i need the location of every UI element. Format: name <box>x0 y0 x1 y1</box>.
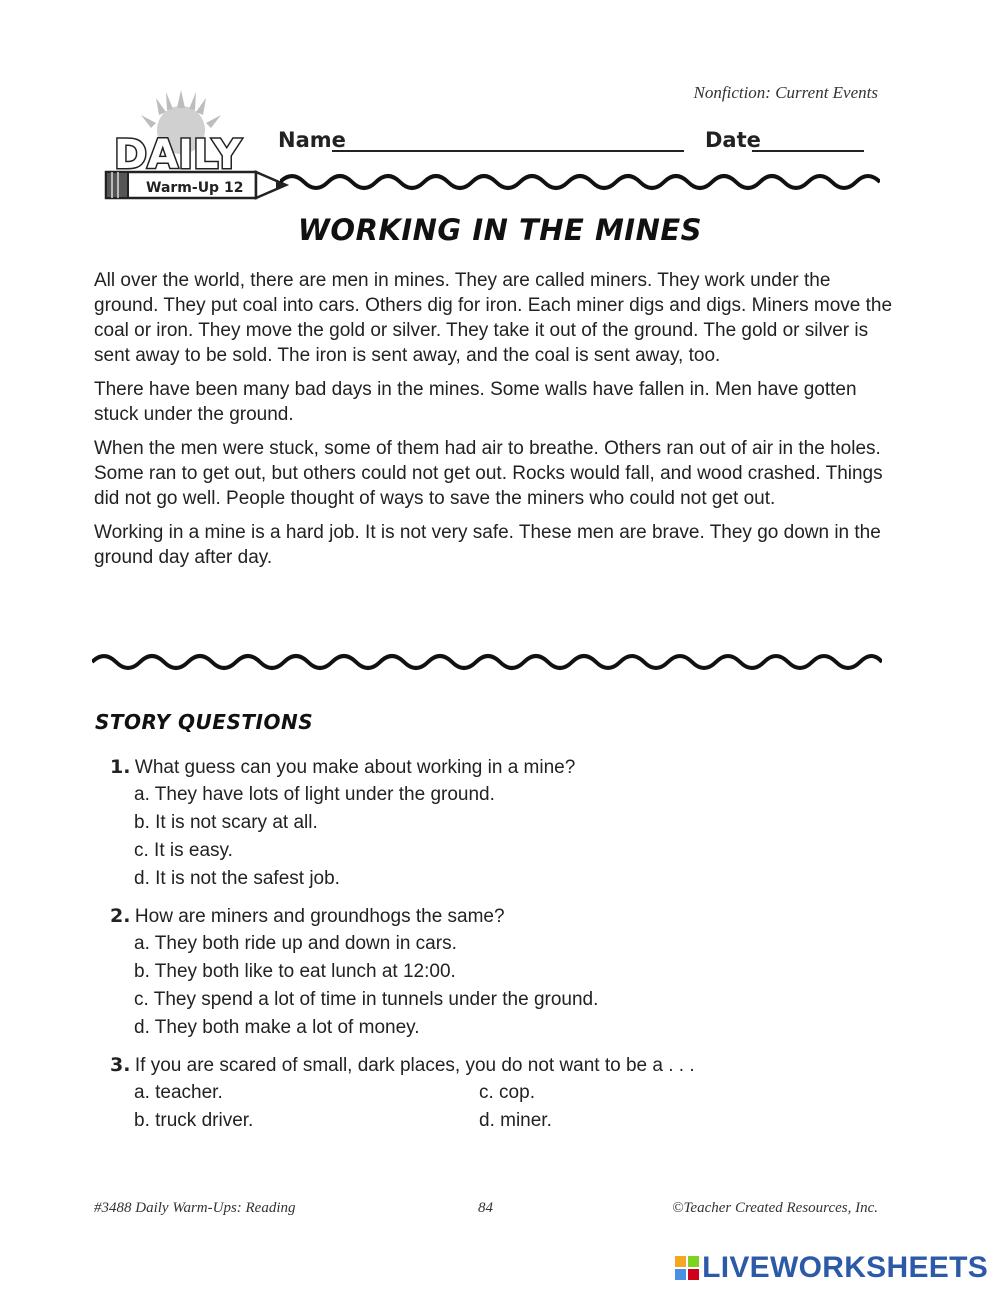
answer-option[interactable]: b. It is not scary at all. <box>134 812 318 833</box>
question-2 <box>110 905 505 928</box>
answer-option[interactable]: b. truck driver. <box>134 1110 254 1131</box>
answer-option[interactable]: d. miner. <box>479 1110 552 1131</box>
answer-option[interactable]: c. They spend a lot of time in tunnels under the ground. <box>134 989 599 1010</box>
question-number: 3. <box>110 1054 131 1076</box>
logo-subtitle: Warm-Up 12 <box>146 180 244 196</box>
date-label: Date <box>705 128 761 152</box>
wave-divider-middle <box>92 648 882 678</box>
category-label: Nonfiction: Current Events <box>693 83 878 102</box>
answer-option[interactable]: a. teacher. <box>134 1082 223 1103</box>
story-questions-heading: STORY QUESTIONS <box>95 710 314 734</box>
liveworksheets-logo[interactable] <box>675 1252 988 1284</box>
daily-warmup-logo <box>96 90 296 205</box>
passage-paragraph: There have been many bad days in the mines. Some walls have fallen in. Men have gotten stuck under the ground. <box>94 379 857 425</box>
page-number: 84 <box>478 1200 493 1216</box>
passage-paragraph: All over the world, there are men in mines. They are called miners. They work under the ground. They put coal into cars. Others dig for iron. Each miner digs and digs. Miners move the coal or iron. They move the gold or silver. They take it out of the ground. The gold or silver is sent away to be sold. The iron is sent away, and the coal is sent away, too. <box>94 270 893 366</box>
answer-option[interactable]: b. They both like to eat lunch at 12:00. <box>134 961 456 982</box>
answer-option[interactable]: a. They both ride up and down in cars. <box>134 933 457 954</box>
footer-book-title: #3488 Daily Warm-Ups: Reading <box>94 1200 296 1216</box>
question-3 <box>110 1054 695 1077</box>
name-field[interactable] <box>332 150 684 152</box>
answer-option[interactable]: c. It is easy. <box>134 840 233 861</box>
brand-name: LIVEWORKSHEETS <box>702 1251 988 1284</box>
liveworksheets-icon <box>675 1256 699 1280</box>
answer-option[interactable]: a. They have lots of light under the ground. <box>134 784 495 805</box>
page-title: WORKING IN THE MINES <box>297 213 703 247</box>
passage <box>94 268 894 579</box>
question-number: 1. <box>110 756 131 778</box>
question-text: If you are scared of small, dark places, you do not want to be a . . . <box>134 1055 695 1076</box>
answer-option[interactable]: c. cop. <box>479 1082 535 1103</box>
question-number: 2. <box>110 905 131 927</box>
wave-divider-top <box>280 168 880 198</box>
logo-word: DAILY <box>114 132 242 178</box>
passage-paragraph: When the men were stuck, some of them had air to breathe. Others ran out of air in the holes. Some ran to get out, but others could not get out. Rocks would fall, and wood crashed. Things did not go well. People thought of ways to save the miners who could not get out. <box>94 438 883 509</box>
answer-option[interactable]: d. It is not the safest job. <box>134 868 340 889</box>
passage-paragraph: Working in a mine is a hard job. It is not very safe. These men are brave. They go down in the ground day after day. <box>94 522 881 568</box>
answer-option[interactable]: d. They both make a lot of money. <box>134 1017 420 1038</box>
date-field[interactable] <box>752 150 864 152</box>
question-1 <box>110 756 575 779</box>
name-label: Name <box>278 128 346 152</box>
footer-copyright: ©Teacher Created Resources, Inc. <box>672 1200 878 1216</box>
question-text: What guess can you make about working in a mine? <box>134 757 576 778</box>
question-text: How are miners and groundhogs the same? <box>134 906 505 927</box>
